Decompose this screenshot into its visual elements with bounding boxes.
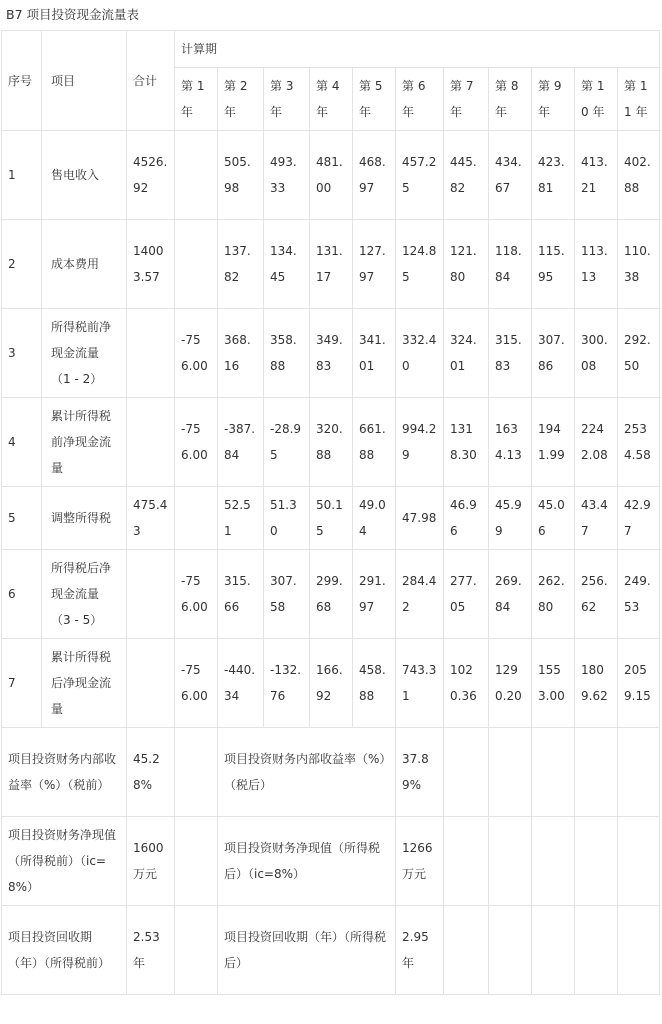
row-value: 42.97 [618, 487, 660, 550]
row-value: 45.99 [489, 487, 532, 550]
row-value: -132.76 [264, 639, 310, 728]
row-value: 661.88 [353, 398, 396, 487]
row-value: 47.98 [396, 487, 444, 550]
table-row [2, 220, 660, 309]
summary-label-pretax: 项目投资财务净现值（所得税前）（ic=8%） [2, 817, 127, 906]
row-seq: 4 [2, 398, 42, 487]
row-value: 249.53 [618, 550, 660, 639]
summary-label-posttax: 项目投资财务净现值（所得税后）（ic=8%） [218, 817, 396, 906]
row-value: 1553.00 [532, 639, 575, 728]
row-value: 743.31 [396, 639, 444, 728]
row-item: 成本费用 [42, 220, 127, 309]
row-value: 2059.15 [618, 639, 660, 728]
row-value: 127.97 [353, 220, 396, 309]
row-value: 468.97 [353, 131, 396, 220]
row-value [175, 131, 218, 220]
row-value: 2242.08 [575, 398, 618, 487]
row-value: -756.00 [175, 550, 218, 639]
row-seq: 3 [2, 309, 42, 398]
row-value: -756.00 [175, 398, 218, 487]
row-value: 121.80 [444, 220, 489, 309]
header-year: 第 10 年 [575, 68, 618, 131]
row-value: 413.21 [575, 131, 618, 220]
row-value: 124.85 [396, 220, 444, 309]
table-row [2, 131, 660, 220]
summary-row [2, 906, 660, 995]
row-value: 341.01 [353, 309, 396, 398]
row-value: 256.62 [575, 550, 618, 639]
row-item: 所得税前净现金流量（1 - 2） [42, 309, 127, 398]
row-value: 368.16 [218, 309, 264, 398]
row-value: 269.84 [489, 550, 532, 639]
summary-label-posttax: 项目投资回收期（年）（所得税后） [218, 906, 396, 995]
summary-value-pretax: 45.28% [127, 728, 175, 817]
header-year: 第 8 年 [489, 68, 532, 131]
header-year: 第 9 年 [532, 68, 575, 131]
row-value: 134.45 [264, 220, 310, 309]
row-value: 110.38 [618, 220, 660, 309]
row-total [127, 398, 175, 487]
row-value: 46.96 [444, 487, 489, 550]
row-value [175, 487, 218, 550]
row-seq: 5 [2, 487, 42, 550]
row-value: 50.15 [310, 487, 353, 550]
row-seq: 2 [2, 220, 42, 309]
row-value: 505.98 [218, 131, 264, 220]
row-total: 4526.92 [127, 131, 175, 220]
header-total: 合计 [127, 31, 175, 131]
row-value: 434.67 [489, 131, 532, 220]
summary-label-posttax: 项目投资财务内部收益率（%）（税后） [218, 728, 396, 817]
row-value: 51.30 [264, 487, 310, 550]
summary-value-pretax: 2.53年 [127, 906, 175, 995]
header-year: 第 3 年 [264, 68, 310, 131]
row-value: 299.68 [310, 550, 353, 639]
summary-value-pretax: 1600万元 [127, 817, 175, 906]
row-value: -756.00 [175, 639, 218, 728]
header-year: 第 6 年 [396, 68, 444, 131]
row-value: 291.97 [353, 550, 396, 639]
header-year: 第 4 年 [310, 68, 353, 131]
row-total: 14003.57 [127, 220, 175, 309]
row-value: -756.00 [175, 309, 218, 398]
row-value: 994.29 [396, 398, 444, 487]
row-value: 166.92 [310, 639, 353, 728]
row-value: 45.06 [532, 487, 575, 550]
row-item: 累计所得税后净现金流量 [42, 639, 127, 728]
row-seq: 6 [2, 550, 42, 639]
row-item: 售电收入 [42, 131, 127, 220]
row-value: 1290.20 [489, 639, 532, 728]
row-value: 43.47 [575, 487, 618, 550]
row-value: 262.80 [532, 550, 575, 639]
row-value: 402.88 [618, 131, 660, 220]
row-value: 423.81 [532, 131, 575, 220]
row-value: 458.88 [353, 639, 396, 728]
header-seq: 序号 [2, 31, 42, 131]
table-row [2, 639, 660, 728]
summary-label-pretax: 项目投资财务内部收益率（%）（税前） [2, 728, 127, 817]
row-value: 1318.30 [444, 398, 489, 487]
header-year: 第 2 年 [218, 68, 264, 131]
row-value: 332.40 [396, 309, 444, 398]
table-row [2, 309, 660, 398]
header-period: 计算期 [175, 31, 660, 68]
row-value: 284.42 [396, 550, 444, 639]
table-row [2, 487, 660, 550]
row-value: 1941.99 [532, 398, 575, 487]
row-value: 52.51 [218, 487, 264, 550]
row-value: 315.83 [489, 309, 532, 398]
row-value: 457.25 [396, 131, 444, 220]
row-value: 1020.36 [444, 639, 489, 728]
row-value: 493.33 [264, 131, 310, 220]
row-value [175, 220, 218, 309]
row-seq: 7 [2, 639, 42, 728]
row-value: 292.50 [618, 309, 660, 398]
row-item: 累计所得税前净现金流量 [42, 398, 127, 487]
row-total: 475.43 [127, 487, 175, 550]
row-value: 300.08 [575, 309, 618, 398]
row-seq: 1 [2, 131, 42, 220]
cash-flow-table [1, 30, 660, 995]
row-value: 115.95 [532, 220, 575, 309]
row-value: 307.58 [264, 550, 310, 639]
summary-label-pretax: 项目投资回收期（年）（所得税前） [2, 906, 127, 995]
table-row [2, 398, 660, 487]
row-value: 118.84 [489, 220, 532, 309]
summary-row [2, 728, 660, 817]
row-value: 49.04 [353, 487, 396, 550]
row-total [127, 639, 175, 728]
row-total [127, 550, 175, 639]
header-year: 第 11 年 [618, 68, 660, 131]
row-value: -28.95 [264, 398, 310, 487]
table-row [2, 550, 660, 639]
row-value: 277.05 [444, 550, 489, 639]
row-value: -440.34 [218, 639, 264, 728]
row-value: 137.82 [218, 220, 264, 309]
row-value: 481.00 [310, 131, 353, 220]
row-value: 113.13 [575, 220, 618, 309]
row-value: 2534.58 [618, 398, 660, 487]
row-value: 315.66 [218, 550, 264, 639]
header-item: 项目 [42, 31, 127, 131]
row-total [127, 309, 175, 398]
row-value: 131.17 [310, 220, 353, 309]
header-year: 第 7 年 [444, 68, 489, 131]
summary-value-posttax: 2.95年 [396, 906, 444, 995]
row-value: 324.01 [444, 309, 489, 398]
row-value: 1809.62 [575, 639, 618, 728]
table-title: B7 项目投资现金流量表 [6, 7, 140, 22]
row-value: 320.88 [310, 398, 353, 487]
header-year: 第 1 年 [175, 68, 218, 131]
row-value: 349.83 [310, 309, 353, 398]
header-year: 第 5 年 [353, 68, 396, 131]
row-value: -387.84 [218, 398, 264, 487]
row-value: 1634.13 [489, 398, 532, 487]
row-value: 307.86 [532, 309, 575, 398]
row-item: 调整所得税 [42, 487, 127, 550]
summary-value-posttax: 1266万元 [396, 817, 444, 906]
row-value: 445.82 [444, 131, 489, 220]
summary-row [2, 817, 660, 906]
row-item: 所得税后净现金流量（3 - 5） [42, 550, 127, 639]
summary-value-posttax: 37.89% [396, 728, 444, 817]
row-value: 358.88 [264, 309, 310, 398]
